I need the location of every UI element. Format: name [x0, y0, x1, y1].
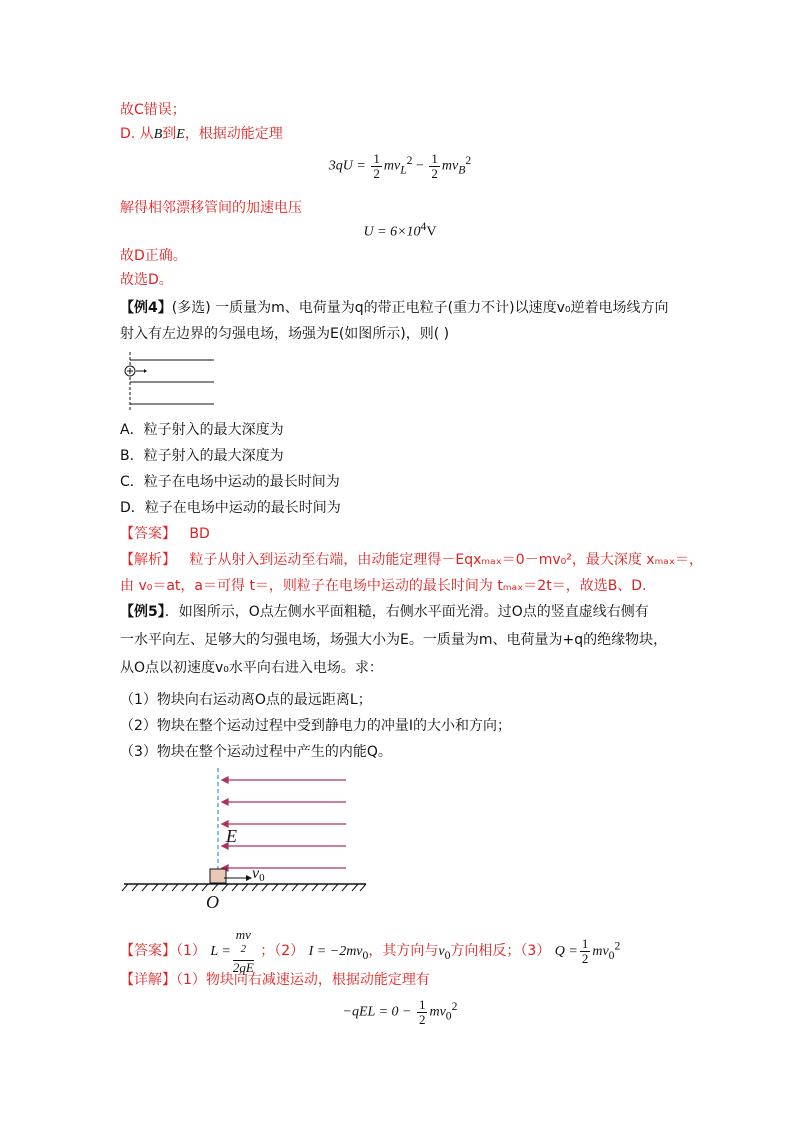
equation-energy — [0, 152, 800, 181]
sup-2: 2 — [465, 154, 472, 168]
frac-num: 1 — [373, 151, 380, 166]
frac-num: 1 — [418, 997, 426, 1012]
e-label: E — [226, 826, 237, 846]
conclusion-c: 故C错误； — [120, 102, 186, 118]
answer-value: BD — [189, 526, 210, 542]
question3: （3）物块在整个运动过程中产生的内能Q。 — [120, 744, 392, 760]
question1: （1）物块向右运动离O点的最远距离L； — [120, 692, 372, 708]
field-figure-small — [118, 352, 218, 412]
option-c: C．粒子在电场中运动的最长时间为 — [120, 474, 340, 490]
frac-den: 2 — [418, 1012, 426, 1027]
sub-b: B — [458, 163, 466, 177]
sub-0: 0 — [362, 948, 369, 962]
example4-line1 — [120, 298, 668, 318]
ans-v: v — [438, 943, 445, 959]
answer5 — [120, 928, 620, 975]
answer-tag: 【答案】 — [120, 942, 176, 959]
answer-part: 方向相反；（3） — [450, 942, 551, 959]
answer4 — [120, 524, 210, 544]
explanation-tag: 【解析】 — [120, 552, 176, 568]
question2: （2）物块在整个运动过程中受到静电力的冲量I的大小和方向； — [120, 718, 512, 734]
equation-final — [0, 998, 800, 1027]
frac-den: 2 — [431, 166, 438, 181]
example5-text: ．如图所示，O点左侧水平面粗糙，右侧水平面光滑。过O点的竖直虚线右侧有 — [164, 604, 649, 620]
sup-2: 2 — [451, 1000, 458, 1014]
ans-i: I = −2mv — [308, 943, 363, 959]
eq-left: −qEL = 0 − — [342, 1004, 412, 1020]
option-a: A．粒子射入的最大深度为 — [120, 422, 284, 438]
frac-den: 2 — [373, 166, 380, 181]
example4-line2: 射入有左边界的匀强电场，场强为E(如图所示)，则( ) — [120, 326, 450, 342]
minus: − — [416, 158, 424, 174]
answer-part: ，其方向与 — [368, 942, 439, 959]
text-part: 到 — [162, 126, 177, 142]
eq-term: mv — [383, 158, 401, 174]
final-choice: 故选D。 — [120, 272, 173, 288]
eq-left: 3qU = — [328, 158, 366, 174]
text-part: ，根据动能定理 — [184, 126, 283, 142]
conclusion-d: 故D正确。 — [120, 248, 187, 264]
frac-num: mv — [235, 927, 251, 942]
answer-part: ；（2） — [260, 942, 305, 959]
answer-tag: 【答案】 — [120, 526, 176, 542]
sub-l: L — [400, 163, 407, 177]
eq-mv: mv — [429, 1004, 446, 1020]
eq2-value: U = 6×10 — [363, 224, 421, 240]
ans-l: L = — [210, 943, 231, 959]
detail5 — [120, 970, 430, 990]
detail-text: （1）物块向右减速运动，根据动能定理有 — [176, 972, 430, 988]
option-d-intro — [120, 124, 283, 145]
eq2-exp: 4 — [420, 220, 427, 233]
var-e: E — [176, 127, 185, 142]
eq2-unit: V — [426, 224, 437, 240]
sup-2: 2 — [240, 943, 247, 955]
ans-mv: mv — [592, 943, 609, 959]
example5-line2: 一水平向左、足够大的匀强电场，场强大小为E。一质量为m、电荷量为+q的绝缘物块， — [120, 632, 668, 648]
frac-den: 2 — [581, 951, 589, 967]
frac-den: 2qE — [232, 960, 254, 976]
sub-0: 0 — [444, 948, 451, 962]
v0-label: v0 — [252, 865, 265, 884]
example5-line3: 从O点以初速度v₀水平向右进入电场。求： — [120, 660, 383, 676]
ans-q: Q = — [554, 943, 578, 959]
field-figure-block — [120, 766, 380, 912]
example5-tag: 【例5】 — [120, 604, 165, 620]
example5-line1 — [120, 602, 649, 622]
o-label: O — [206, 892, 219, 912]
explanation4-line2: 由 v₀＝at，a＝可得 t＝，则粒子在电场中运动的最长时间为 tₘₐₓ＝2t＝，故选B、D. — [120, 578, 647, 594]
text-part: D. 从 — [120, 126, 154, 142]
solve-text: 解得相邻漂移管间的加速电压 — [120, 200, 302, 216]
example4-tag: 【例4】 — [120, 300, 172, 316]
frac-num: 1 — [431, 151, 438, 166]
sub-0: 0 — [445, 1009, 452, 1023]
eq-term: mv — [441, 158, 459, 174]
sub-0: 0 — [608, 948, 615, 962]
var-b: B — [153, 127, 163, 142]
frac-num: 1 — [581, 936, 589, 952]
explanation-text: 粒子从射入到运动至右端，由动能定理得－Eqxₘₐₓ＝0－mv₀²，最大深度 xₘₐₓ＝， — [189, 552, 704, 568]
explanation4-line1 — [120, 550, 703, 570]
example4-text: (多选) 一质量为m、电荷量为q的带正电粒子(重力不计)以速度v₀逆着电场线方向 — [171, 300, 669, 316]
sup-2: 2 — [406, 154, 413, 168]
sup-2: 2 — [614, 939, 621, 953]
answer-part: （1） — [176, 942, 206, 959]
option-b: B．粒子射入的最大深度为 — [120, 448, 284, 464]
detail-tag: 【详解】 — [120, 972, 176, 988]
equation-voltage — [0, 220, 800, 241]
option-d: D．粒子在电场中运动的最长时间为 — [120, 500, 341, 516]
